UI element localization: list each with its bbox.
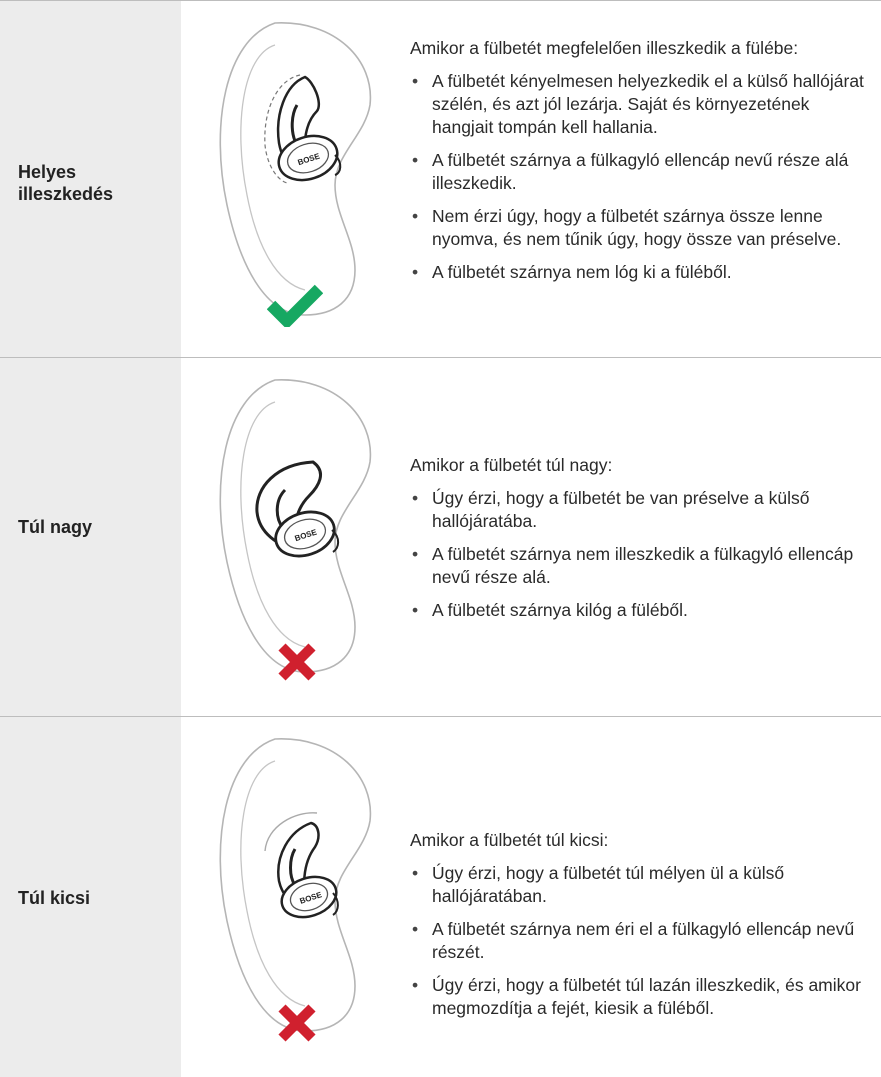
ear-illustration-too-small [205,731,385,1061]
fit-intro: Amikor a fülbetét megfelelően illeszkedik a fülébe: [410,38,799,58]
cross-icon [277,642,317,682]
list-item: • A fülbetét szárnya kilóg a füléből. [410,599,870,622]
list-item: • A fülbetét szárnya nem lóg ki a füléből. [410,261,870,284]
bose-logo: BOSE [298,890,323,906]
bose-logo: BOSE [293,527,318,544]
fit-description [410,37,870,294]
list-item: • A fülbetét kényelmesen helyezkedik el a külső hallójárat szélén, és azt jól lezárja. Saját és környezetének hangjait tompán kell hallania. [410,70,870,139]
label-cell [0,717,181,1077]
list-item: • Úgy érzi, hogy a fülbetét túl mélyen ül a külső hallójáratában. [410,862,870,908]
checkmark-icon [267,283,323,327]
cross-icon [277,1003,317,1043]
label-cell [0,358,181,716]
bullet-list [410,862,870,1020]
row-label: Helyes illeszkedés [18,162,114,204]
bullet-list [410,70,870,284]
fit-description [410,454,870,632]
list-item: • A fülbetét szárnya a fülkagyló ellencáp nevű része alá illeszkedik. [410,149,870,195]
fit-row-too-small [0,717,881,1077]
list-item: • A fülbetét szárnya nem éri el a fülkagyló ellencáp nevű részét. [410,918,870,964]
fit-row-correct [0,1,881,357]
list-item: • Úgy érzi, hogy a fülbetét túl lazán illeszkedik, és amikor megmozdítja a fejét, kiesik a füléből. [410,974,870,1020]
list-item: • A fülbetét szárnya nem illeszkedik a fülkagyló ellencáp nevű része alá. [410,543,870,589]
label-cell [0,1,181,357]
list-item: • Nem érzi úgy, hogy a fülbetét szárnya össze lenne nyomva, és nem tűnik úgy, hogy össze van préselve. [410,205,870,251]
fit-intro: Amikor a fülbetét túl kicsi: [410,830,609,850]
ear-illustration-too-big [205,372,385,702]
ear-illustration-correct [205,15,385,345]
fit-description [410,829,870,1030]
fit-row-too-big [0,358,881,716]
row-label: Túl kicsi [18,888,91,908]
fit-intro: Amikor a fülbetét túl nagy: [410,455,613,475]
bose-logo: BOSE [296,151,321,168]
list-item: • Úgy érzi, hogy a fülbetét be van préselve a külső hallójáratába. [410,487,870,533]
bullet-list [410,487,870,622]
row-label: Túl nagy [18,517,93,537]
